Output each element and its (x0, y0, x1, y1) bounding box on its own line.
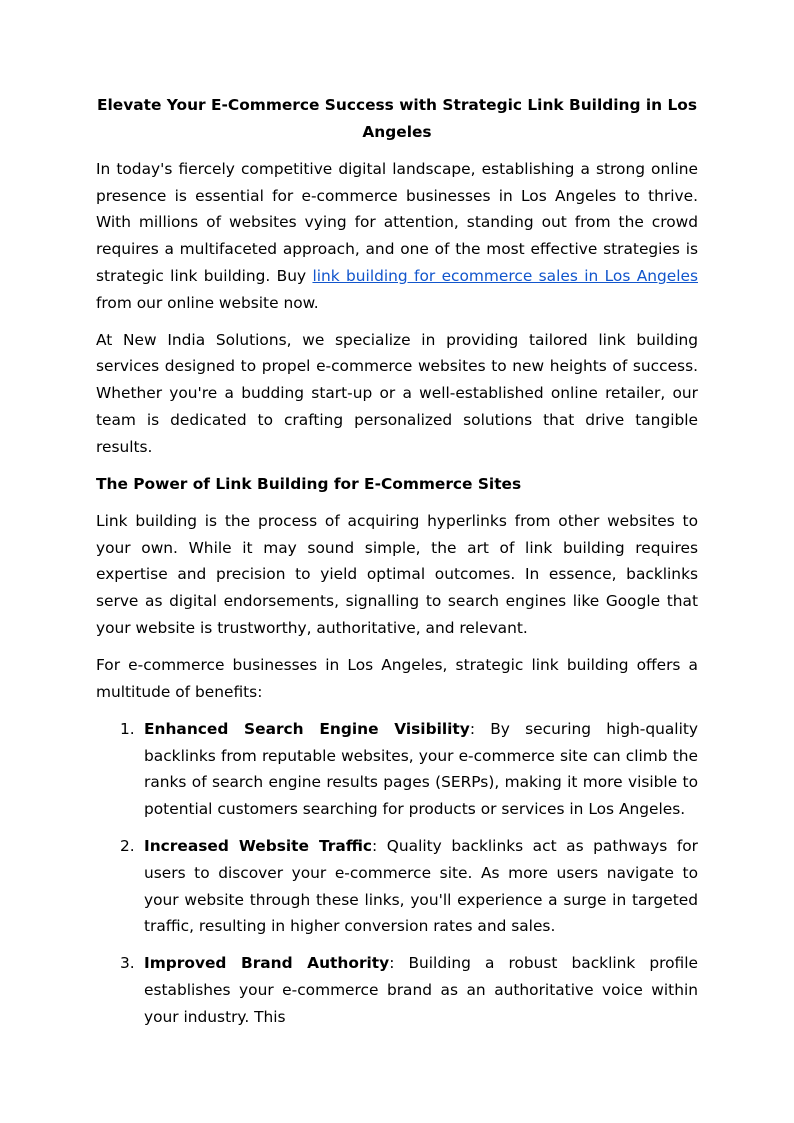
intro-paragraph (96, 156, 698, 316)
section-heading: The Power of Link Building for E-Commerce Sites (96, 474, 522, 493)
list-item-term: Increased Website Traffic (144, 837, 373, 856)
list-item (96, 716, 698, 823)
benefits-list (96, 716, 698, 1031)
list-item (96, 950, 698, 1030)
company-paragraph: At New India Solutions, we specialize in providing tailored link building services designed to propel e-commerce websites to new heights of success. Whether you're a budding start-up or a well-established online retailer, our team is dedicated to crafting personalized solutions that drive tangible results. (96, 330, 698, 456)
benefits-intro-paragraph: For e-commerce businesses in Los Angeles, strategic link building offers a multitude of benefits: (96, 655, 698, 701)
intro-text-before-link: In today's fiercely competitive digital landscape, establishing a strong online presence is essential for e-commerce businesses in Los Angeles to thrive. With millions of websites vying for attention, standing out from the crowd requires a multifaceted approach, and one of the most effective strategies is strategic link building. Buy (96, 160, 698, 285)
list-item-text: : Quality backlinks act as pathways for users to discover your e-commerce site. As more users navigate to your website through these links, you'll experience a surge in targeted traffic, resulting in higher conversion rates and sales. (144, 837, 698, 936)
list-item-number: 3. (120, 954, 135, 973)
intro-text-after-link: from our online website now. (96, 293, 319, 312)
list-item-number: 2. (120, 837, 135, 856)
list-item-text: : Building a robust backlink profile establishes your e-commerce brand as an authoritative voice within your industry. This (144, 954, 698, 1026)
list-item (96, 833, 698, 940)
document-page (96, 92, 698, 1041)
list-item-term: Improved Brand Authority (144, 954, 390, 973)
link-building-definition-paragraph: Link building is the process of acquiring hyperlinks from other websites to your own. While it may sound simple, the art of link building requires expertise and precision to yield optimal outcomes. In essence, backlinks serve as digital endorsements, signalling to search engines like Google that your website is trustworthy, authoritative, and relevant. (96, 511, 698, 637)
document-title: Elevate Your E-Commerce Success with Strategic Link Building in Los Angeles (97, 96, 697, 141)
list-item-number: 1. (120, 719, 135, 738)
link-building-ecommerce-link[interactable]: link building for ecommerce sales in Los Angeles (312, 266, 698, 285)
list-item-text: : By securing high-quality backlinks from reputable websites, your e-commerce site can climb the ranks of search engine results pages (SERPs), making it more visible to potential customers searching for products or services in Los Angeles. (144, 719, 698, 818)
list-item-term: Enhanced Search Engine Visibility (144, 719, 470, 738)
